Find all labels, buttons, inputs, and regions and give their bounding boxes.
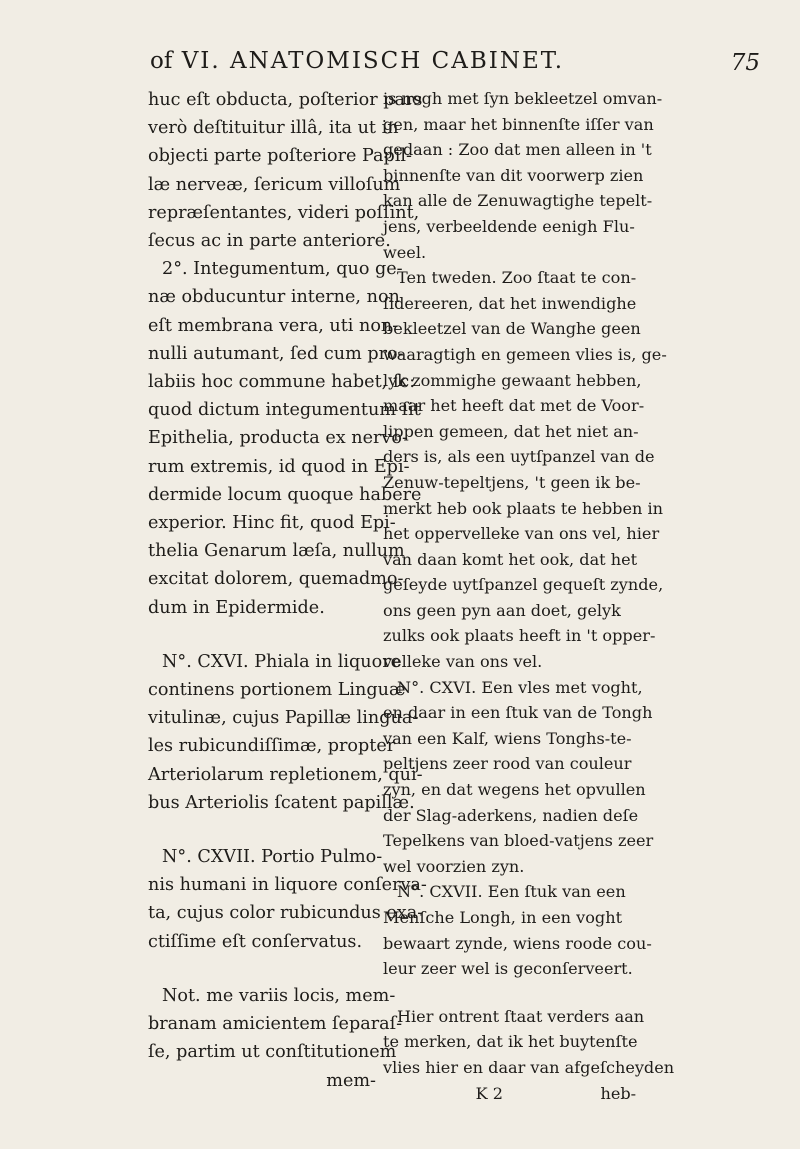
text-line: geſeyde uytſpanzel gequeſt zynde,: [383, 575, 664, 595]
text-line: Epithelia, producta ex nervo-: [148, 428, 408, 449]
text-line: waaragtigh en gemeen vlies is, ge-: [383, 344, 667, 364]
text-line: der Slag-aderkens, nadien deſe: [383, 805, 639, 825]
text-line: vitulinæ, cujus Papillæ lingua-: [148, 708, 419, 729]
dutch-paragraph-intro: [383, 86, 667, 675]
text-line: leur zeer wel is geconſerveert.: [383, 959, 633, 979]
latin-item-116: [148, 648, 423, 817]
text-line: het oppervelleke van ons vel, hier: [383, 524, 660, 544]
text-line: labiis hoc commune habet, ſc:: [148, 372, 416, 393]
header-title: VI. ANATOMISCH CABINET.: [181, 48, 565, 74]
text-line: nis humani in liquore conſerva-: [148, 875, 427, 896]
page-footer: [383, 1081, 645, 1107]
text-line: experior. Hinc fit, quod Epi-: [148, 513, 396, 534]
text-line: Hier ontrent ſtaat verders aan: [397, 1006, 645, 1026]
running-header: [150, 48, 760, 74]
text-line: zulks ook plaats heeft in 't opper-: [383, 626, 656, 646]
text-line: wel voorzien zyn.: [383, 856, 525, 876]
dutch-note: [383, 1004, 675, 1106]
page-number: 75: [730, 50, 760, 76]
text-line: continens portionem Linguæ: [148, 680, 406, 701]
text-line: N°. CXVI. Een vles met voght,: [397, 677, 643, 697]
text-line: nulli autumant, ſed cum pro-: [148, 343, 404, 364]
text-line: jens, verbeeldende eenigh Flu-: [383, 216, 635, 236]
latin-item-117: [148, 843, 427, 956]
text-line: Not. me variis locis, mem-: [162, 985, 396, 1006]
text-line: 2°. Integumentum, quo ge-: [162, 259, 403, 280]
text-line: peltjens zeer rood van couleur: [383, 754, 632, 774]
text-line: ons geen pyn aan doet, gelyk: [383, 600, 621, 620]
text-line: vlies hier en daar van afgeſcheyden: [383, 1057, 675, 1077]
text-line: ſidereeren, dat het inwendighe: [383, 293, 637, 313]
text-line: branam amicientem ſeparaſ-: [148, 1014, 403, 1035]
catchword: mem-: [326, 1070, 376, 1091]
text-line: te merken, dat ik het buytenſte: [383, 1032, 638, 1052]
text-line: N°. CXVII. Portio Pulmo-: [162, 847, 383, 868]
text-line: van een Kalf, wiens Tonghs-te-: [383, 728, 632, 748]
text-line: læ nerveæ, ſericum villoſum: [148, 174, 401, 195]
text-line: huc eſt obducta, poſterior pars: [148, 90, 423, 110]
text-line: Arteriolarum repletionem, qui-: [148, 764, 423, 785]
text-line: ders is, als een uytſpanzel van de: [383, 447, 655, 467]
text-line: binnenſte van dit voorwerp zien: [383, 165, 644, 185]
text-line: gedaan : Zoo dat men alleen in 't: [383, 140, 652, 160]
dutch-column: [383, 86, 675, 1106]
text-line: ſecus ac in parte anteriore.: [148, 231, 391, 252]
text-line: Ten tweden. Zoo ſtaat te con-: [397, 268, 637, 288]
latin-note: [148, 982, 403, 1095]
text-line: bewaart zynde, wiens roode cou-: [383, 933, 652, 953]
text-line: ſe, partim ut conſtitutionem: [148, 1042, 397, 1063]
dutch-item-116: [383, 675, 654, 880]
text-line: maar het heeft dat met de Voor-: [383, 396, 645, 416]
text-line: Menſche Longh, in een voght: [383, 908, 623, 927]
text-line: ctiſſime eſt conſervatus.: [148, 931, 363, 952]
text-line: en daar in een ſtuk van de Tongh: [383, 703, 653, 723]
text-line: N°. CXVII. Een ſtuk van een: [397, 882, 626, 902]
text-line: repræſentantes, videri poſſint,: [148, 202, 420, 223]
text-line: excitat dolorem, quemadmo-: [148, 569, 404, 590]
text-line: merkt heb ook plaats te hebben in: [383, 498, 663, 518]
text-line: dum in Epidermide.: [148, 597, 325, 618]
text-line: objecti parte poſteriore Papil-: [148, 146, 412, 167]
text-line: is nogh met ſyn bekleetzel omvan-: [383, 89, 663, 108]
signature-mark: K 2: [475, 1083, 503, 1103]
text-line: kan alle de Zenuwagtighe tepelt-: [383, 191, 653, 211]
text-line: Zenuw-tepeltjens, 't geen ik be-: [383, 472, 641, 492]
text-line: rum extremis, id quod in Epi-: [148, 456, 410, 477]
text-line: lyk zommighe gewaant hebben,: [383, 370, 642, 390]
text-line: van daan komt het ook, dat het: [383, 549, 638, 569]
text-line: velleke van ons vel.: [383, 652, 543, 672]
header-prefix: of: [150, 48, 173, 74]
text-line: ta, cujus color rubicundus exa-: [148, 903, 424, 924]
text-line: zyn, en dat wegens het opvullen: [383, 780, 646, 800]
text-line: verò deſtituitur illâ, ita ut in: [148, 118, 399, 139]
text-line: dermide locum quoque habere: [148, 484, 422, 505]
text-line: N°. CXVI. Phiala in liquore: [162, 651, 402, 672]
catchword: heb-: [600, 1083, 637, 1103]
text-line: Tepelkens van bloed-vatjens zeer: [383, 831, 654, 851]
dutch-item-117: [383, 879, 652, 981]
text-line: bus Arteriolis ſcatent papillæ.: [148, 792, 415, 813]
text-line: bekleetzel van de Wanghe geen: [383, 319, 641, 339]
text-line: eſt membrana vera, uti non-: [148, 315, 399, 336]
text-line: gen, maar het binnenſte iſſer van: [383, 114, 654, 134]
text-line: næ obducuntur interne, non: [148, 287, 400, 308]
text-line: les rubicundiſſimæ, propter: [148, 736, 396, 757]
text-line: thelia Genarum læſa, nullum: [148, 541, 405, 562]
text-line: weel.: [383, 242, 427, 262]
text-line: quod dictum integumentum ſit: [148, 400, 421, 421]
text-line: lippen gemeen, dat het niet an-: [383, 421, 639, 441]
